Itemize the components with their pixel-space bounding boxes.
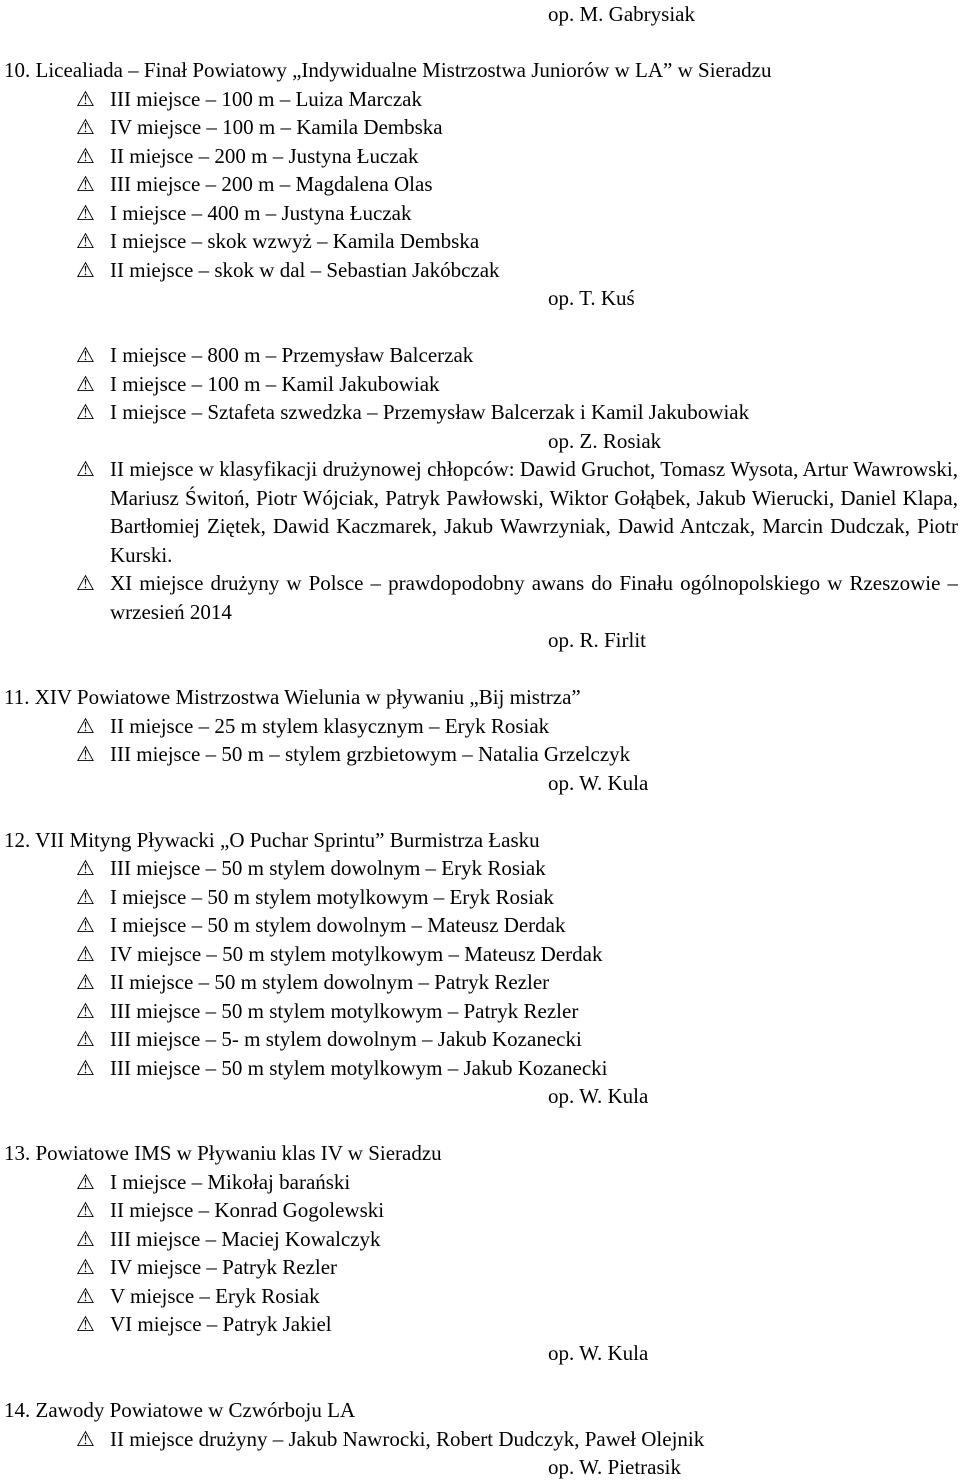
warning-bullet-icon: ⚠ (76, 371, 95, 396)
warning-bullet-icon: ⚠ (76, 400, 95, 424)
list-item: ⚠ IV miejsce – 100 m – Kamila Dembska (76, 115, 443, 139)
author-line: op. M. Gabrysiak (548, 2, 695, 26)
warning-bullet-icon: ⚠ (76, 343, 95, 367)
list-item: ⚠ I miejsce – 50 m stylem motylkowym – Eryk Rosiak (76, 884, 554, 909)
warning-bullet-icon: ⚠ (76, 1027, 95, 1051)
author-line: op. T. Kuś (548, 286, 635, 310)
warning-bullet-icon: ⚠ (76, 1312, 95, 1336)
warning-bullet-icon: ⚠ (76, 856, 95, 880)
warning-bullet-icon: ⚠ (76, 1226, 95, 1251)
warning-bullet-icon: ⚠ (76, 229, 95, 253)
section-heading-14: 14. Zawody Powiatowe w Czwórboju LA (4, 1398, 356, 1422)
list-item: ⚠ III miejsce – 50 m stylem motylkowym – Patryk Rezler (76, 998, 579, 1023)
list-item: ⚠ III miejsce – 50 m – stylem grzbietowym – Natalia Grzelczyk (76, 742, 631, 766)
list-item: ⚠ I miejsce – 400 m – Justyna Łuczak (76, 200, 412, 225)
warning-bullet-icon: ⚠ (76, 1198, 95, 1222)
warning-bullet-icon: ⚠ (76, 257, 95, 282)
list-item: ⚠ I miejsce – skok wzwyż – Kamila Dembska (76, 229, 480, 253)
list-item: ⚠ II miejsce – 50 m stylem dowolnym – Patryk Rezler (76, 970, 550, 994)
warning-bullet-icon: ⚠ (76, 571, 95, 595)
author-line: op. W. Pietrasik (548, 1455, 682, 1479)
list-item: ⚠ I miejsce – Mikołaj barański (76, 1169, 351, 1194)
warning-bullet-icon: ⚠ (76, 998, 95, 1023)
list-item: ⚠ IV miejsce – 50 m stylem motylkowym – Mateusz Derdak (76, 941, 603, 966)
author-line: op. W. Kula (548, 1341, 649, 1365)
warning-bullet-icon: ⚠ (76, 1055, 95, 1080)
list-item: ⚠ II miejsce drużyny – Jakub Nawrocki, Robert Dudczyk, Paweł Olejnik (76, 1426, 705, 1451)
warning-bullet-icon: ⚠ (76, 742, 95, 766)
list-item: ⚠ II miejsce – Konrad Gogolewski (76, 1198, 385, 1222)
warning-bullet-icon: ⚠ (76, 1169, 95, 1194)
list-item: ⚠ II miejsce – skok w dal – Sebastian Jakóbczak (76, 257, 500, 282)
author-line: op. R. Firlit (548, 628, 647, 652)
warning-bullet-icon: ⚠ (76, 1426, 95, 1451)
team-paragraph: XI miejsce drużyny w Polsce – prawdopodobny awans do Finału ogólnopolskiego w Rzeszowie – wrzesień 2014 (110, 571, 958, 624)
author-line: op. W. Kula (548, 1084, 649, 1108)
warning-bullet-icon: ⚠ (76, 1255, 95, 1279)
warning-bullet-icon: ⚠ (76, 86, 95, 111)
list-item: ⚠ III miejsce – 50 m stylem dowolnym – Eryk Rosiak (76, 856, 546, 880)
warning-bullet-icon: ⚠ (76, 200, 95, 225)
warning-bullet-icon: ⚠ (76, 941, 95, 966)
warning-bullet-icon: ⚠ (76, 115, 95, 139)
list-item: ⚠ I miejsce – 50 m stylem dowolnym – Mateusz Derdak (76, 913, 566, 937)
list-item: ⚠ V miejsce – Eryk Rosiak (76, 1283, 320, 1308)
list-item: ⚠ III miejsce – 5- m stylem dowolnym – Jakub Kozanecki (76, 1027, 582, 1051)
warning-bullet-icon: ⚠ (76, 713, 95, 738)
list-item: ⚠ III miejsce – Maciej Kowalczyk (76, 1226, 381, 1251)
section-heading-10: 10. Licealiada – Finał Powiatowy „Indywidualne Mistrzostwa Juniorów w LA” w Sieradzu (4, 58, 772, 82)
list-item: ⚠ IV miejsce – Patryk Rezler (76, 1255, 338, 1279)
team-paragraph: II miejsce w klasyfikacji drużynowej chłopców: Dawid Gruchot, Tomasz Wysota, Artur Wawrowski, Mariusz Świtoń, Piotr Wójciak, Patryk Pawłowski, Wiktor Gołąbek, Jakub Wierucki, Daniel Klapa, Bartłomiej Ziętek, Dawid Kaczmarek, Jakub Wawrzyniak, Dawid Antczak, Marcin Dudczak, Piotr Kurski. (110, 457, 958, 567)
warning-bullet-icon: ⚠ (76, 457, 95, 481)
list-item: ⚠ II miejsce – 25 m stylem klasycznym – Eryk Rosiak (76, 713, 550, 738)
warning-bullet-icon: ⚠ (76, 172, 95, 196)
list-item: ⚠ I miejsce – 800 m – Przemysław Balcerzak (76, 343, 474, 367)
list-item: ⚠ III miejsce – 100 m – Luiza Marczak (76, 86, 422, 111)
list-item: ⚠ I miejsce – 100 m – Kamil Jakubowiak (76, 371, 440, 396)
list-item: ⚠ III miejsce – 50 m stylem motylkowym – Jakub Kozanecki (76, 1055, 608, 1080)
section-heading-13: 13. Powiatowe IMS w Pływaniu klas IV w Sieradzu (4, 1141, 442, 1165)
list-item: ⚠ I miejsce – Sztafeta szwedzka – Przemysław Balcerzak i Kamil Jakubowiak (76, 400, 750, 424)
warning-bullet-icon: ⚠ (76, 884, 95, 909)
section-heading-11: 11. XIV Powiatowe Mistrzostwa Wielunia w pływaniu „Bij mistrza” (4, 685, 581, 709)
author-line: op. Z. Rosiak (548, 428, 662, 453)
warning-bullet-icon: ⚠ (76, 913, 95, 937)
author-line: op. W. Kula (548, 770, 649, 795)
list-item: ⚠ VI miejsce – Patryk Jakiel (76, 1312, 332, 1336)
section-heading-12: 12. VII Mityng Pływacki „O Puchar Sprintu” Burmistrza Łasku (4, 827, 540, 852)
list-item: ⚠ III miejsce – 200 m – Magdalena Olas (76, 172, 433, 196)
warning-bullet-icon: ⚠ (76, 970, 95, 994)
warning-bullet-icon: ⚠ (76, 143, 95, 168)
warning-bullet-icon: ⚠ (76, 1283, 95, 1308)
list-item: ⚠ II miejsce – 200 m – Justyna Łuczak (76, 143, 419, 168)
